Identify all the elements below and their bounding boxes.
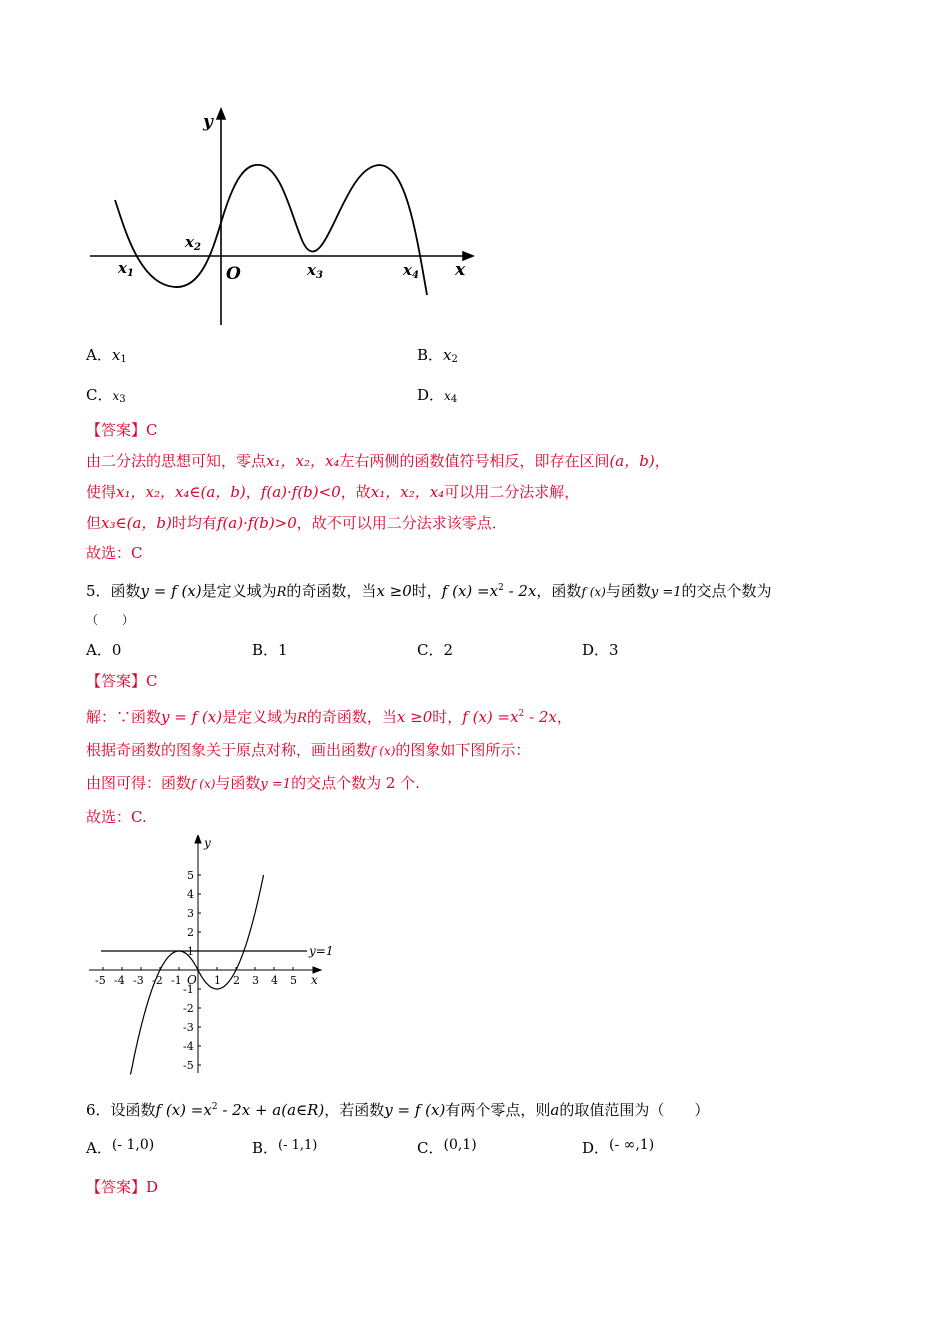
q5-option-c[interactable]: C．2: [417, 641, 454, 659]
x-tick-label: -3: [133, 974, 144, 987]
q5-option-a[interactable]: A．0: [86, 641, 122, 659]
q6-option-c[interactable]: C．(0,1): [417, 1137, 477, 1157]
q6-option-d[interactable]: D．(- ∞,1): [582, 1137, 655, 1157]
fig1-x1-label: $x_1$: [118, 259, 134, 279]
q5-final: 故选：C.: [86, 808, 147, 826]
y-axis-arrow: [217, 109, 225, 119]
y-tick-label: -5: [183, 1059, 194, 1072]
q4-option-c[interactable]: C．x3: [86, 386, 126, 405]
q6-stem: 6．设函数f $(x) =x^2 - 2x$ + a(a∈R)，若函数y = f (x)有两个零点，则a的取值范围为（ ）: [86, 1101, 710, 1119]
q5-option-b[interactable]: B．1: [252, 641, 288, 659]
q6-answer: 【答案】D: [86, 1178, 159, 1196]
graph-origin-label: O: [187, 973, 197, 987]
function-graph: [85, 835, 345, 1080]
series-y1-label: y=1: [309, 944, 334, 958]
y-tick-label: 3: [187, 907, 194, 920]
fig1-x4-label: $x_4$: [403, 261, 419, 281]
y-tick-label: 4: [187, 888, 194, 901]
q5-solution-line3: 由图可得：函数f (x)与函数y =1的交点个数为 2 个.: [86, 774, 420, 792]
fig1-x3-label: $x_3$: [307, 261, 323, 281]
x-tick-label: -5: [95, 974, 106, 987]
fig1-x-label: x: [455, 260, 466, 280]
x-tick-label: 2: [233, 974, 240, 987]
figure-curve-zeros: [85, 105, 475, 330]
q4-final: 故选：C: [86, 544, 143, 562]
graph-x-label: x: [311, 973, 318, 987]
y-tick-label: -1: [183, 983, 194, 996]
series-fx-line: [131, 875, 264, 1075]
x-tick-label: 4: [271, 974, 278, 987]
graph-y-label: y: [204, 836, 211, 850]
q5-solution-line2: 根据奇函数的图象关于原点对称，画出函数f (x)的图象如下图所示：: [86, 741, 531, 759]
x-tick-label: -1: [171, 974, 182, 987]
fig1-y-label: y: [203, 112, 213, 132]
graph-y-arrow: [195, 835, 201, 843]
x-tick-label: 3: [252, 974, 259, 987]
x-tick-label: 5: [290, 974, 297, 987]
fig1-origin: O: [226, 264, 241, 284]
fig1-x2-label: $x_2$: [185, 233, 201, 253]
q4-explanation-line1: 由二分法的思想可知，零点x₁，x₂，x₄左右两侧的函数值符号相反，即存在区间(a，b)，: [86, 452, 670, 470]
q5-stem: 5．函数y = f (x)是定义域为R的奇函数，当x ≥0时，f $(x) =x^2 - 2x$，函数f (x)与函数y =1的交点个数为: [86, 582, 772, 600]
q6-option-a[interactable]: A．(- 1,0): [86, 1137, 155, 1157]
q4-option-b[interactable]: B．x2: [417, 346, 458, 365]
x-tick-label: 1: [214, 974, 221, 987]
q5-option-d[interactable]: D．3: [582, 641, 619, 659]
y-tick-label: 2: [187, 926, 194, 939]
q4-option-d[interactable]: D．x4: [417, 386, 458, 405]
y-tick-label: 5: [187, 869, 194, 882]
q5-answer: 【答案】C: [86, 672, 158, 690]
q5-paren: （ ）: [86, 613, 135, 627]
y-tick-label: 1: [187, 945, 194, 958]
y-tick-label: -4: [183, 1040, 194, 1053]
y-tick-label: -3: [183, 1021, 194, 1034]
y-tick-label: -2: [183, 1002, 194, 1015]
q4-answer: 【答案】C: [86, 421, 158, 439]
q6-option-b[interactable]: B．(- 1,1): [252, 1138, 318, 1157]
x-tick-label: -2: [152, 974, 163, 987]
q4-option-a[interactable]: A．x1: [86, 346, 127, 365]
q4-explanation-line3: 但x₃∈(a，b)时均有f(a)·f(b)>0，故不可以用二分法求该零点．: [86, 514, 507, 532]
x-tick-label: -4: [114, 974, 125, 987]
q5-solution-line1: 解：∵函数y = f (x)是定义域为R的奇函数，当x ≥0时，f $(x) =x^2 - 2x$，: [86, 708, 572, 726]
curve: [115, 165, 427, 295]
q4-explanation-line2: 使得x₁，x₂，x₄∈(a，b)，f(a)·f(b)<0，故x₁，x₂，x₄可以用二分法求解，: [86, 483, 580, 501]
x-axis-arrow: [463, 252, 473, 260]
